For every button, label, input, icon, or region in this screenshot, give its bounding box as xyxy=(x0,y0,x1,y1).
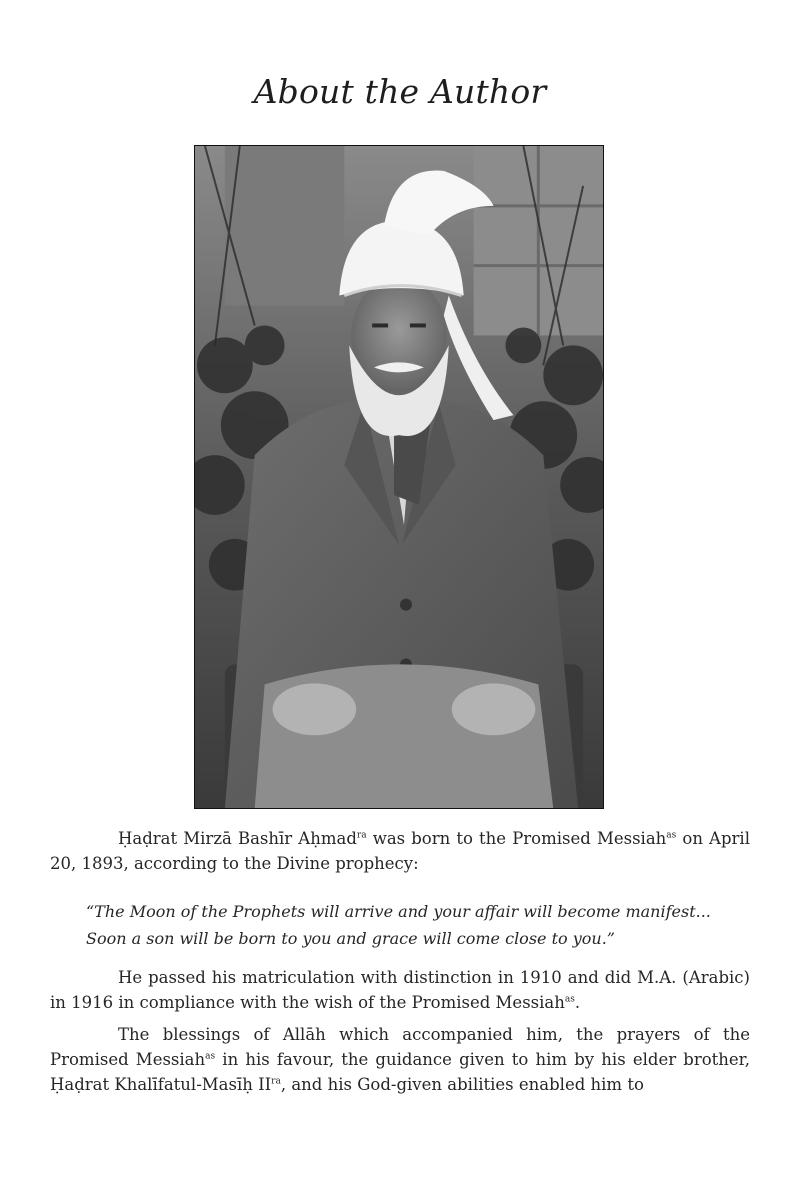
quote-line-2: Soon a son will be born to you and grace will come close to you.” xyxy=(86,929,615,948)
prophecy-quote xyxy=(86,898,766,952)
paragraph-education xyxy=(50,965,750,1015)
honorific-ra: ra xyxy=(356,830,367,841)
portrait-illustration xyxy=(195,146,603,808)
author-portrait-photo xyxy=(194,145,604,809)
honorific-ra: ra xyxy=(271,1076,281,1087)
paragraph-blessings-part-2: in his favour, the guidance given to him by his elder brother, Ḥaḍrat Khalīfatul-Masīḥ II xyxy=(50,1050,750,1094)
quote-line-1: “The Moon of the Prophets will arrive and your affair will become manifest... xyxy=(86,902,711,921)
honorific-as: as xyxy=(205,1051,216,1062)
paragraph-blessings-part-1: The blessings of Allāh which accompanied him, the prayers of the Promised Messiah xyxy=(50,1025,750,1069)
paragraph-birth xyxy=(50,826,750,876)
paragraph-birth-end: on April 20, 1893, according to the Divine prophecy: xyxy=(50,829,750,873)
page-title: About the Author xyxy=(253,72,547,111)
paragraph-education-end: . xyxy=(574,993,581,1012)
paragraph-birth-mid: was born to the Promised Messiah xyxy=(366,829,667,848)
paragraph-education-text: He passed his matriculation with distinction in 1910 and did M.A. (Arabic) in 1916 in compliance with the wish of the Promised Messiah xyxy=(50,968,750,1012)
paragraph-blessings xyxy=(50,1022,750,1097)
honorific-as: as xyxy=(666,830,677,841)
honorific-as: as xyxy=(564,994,575,1005)
paragraph-blessings-part-3: , and his God-given abilities enabled him to xyxy=(280,1075,644,1094)
author-name: Ḥaḍrat Mirzā Bashīr Aḥmad xyxy=(118,829,357,848)
